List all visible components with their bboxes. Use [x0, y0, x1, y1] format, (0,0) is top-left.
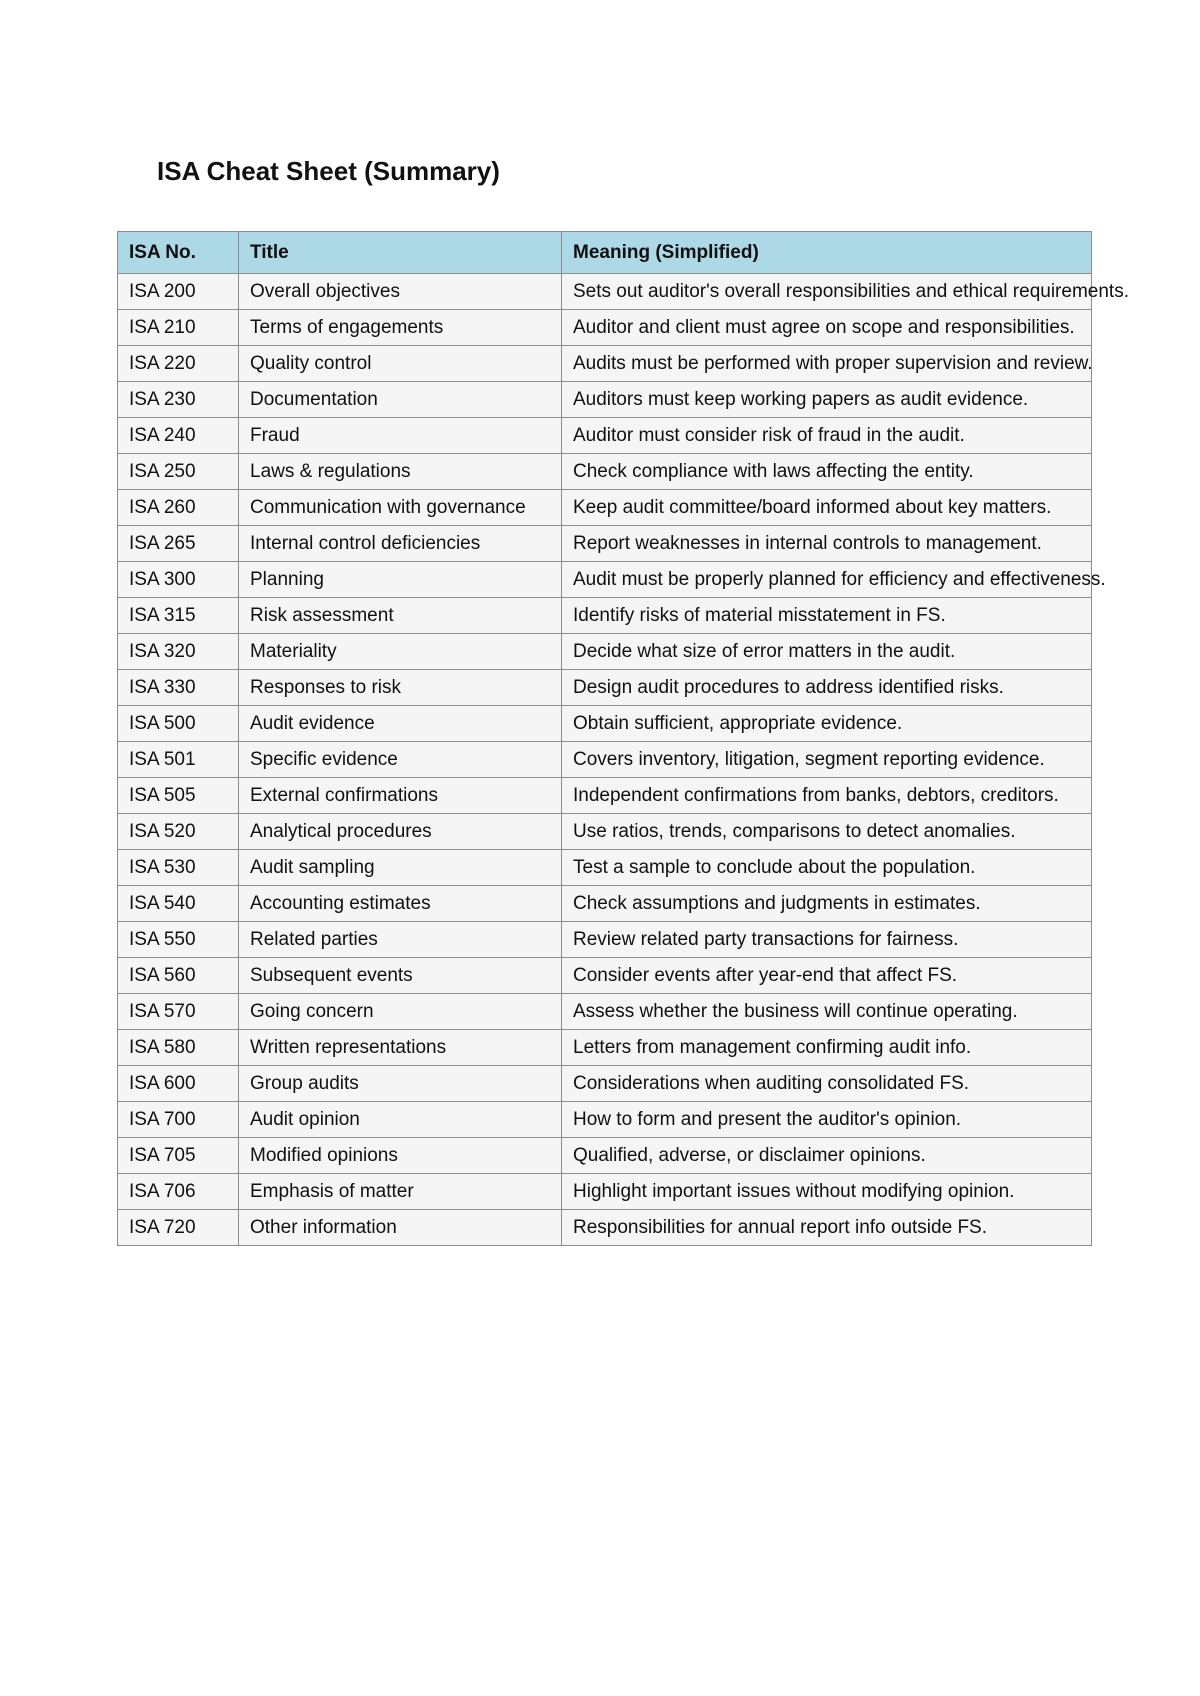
cell-isa-no: ISA 520 [118, 814, 239, 850]
cell-meaning: Check compliance with laws affecting the entity. [562, 454, 1092, 490]
cell-isa-no: ISA 501 [118, 742, 239, 778]
cell-title: Internal control deficiencies [239, 526, 562, 562]
cell-title: Group audits [239, 1066, 562, 1102]
cell-title: Risk assessment [239, 598, 562, 634]
cell-meaning: Letters from management confirming audit info. [562, 1030, 1092, 1066]
cell-isa-no: ISA 265 [118, 526, 239, 562]
cell-meaning: Independent confirmations from banks, debtors, creditors. [562, 778, 1092, 814]
table-row [118, 814, 1092, 850]
cell-isa-no: ISA 500 [118, 706, 239, 742]
cell-meaning: Audits must be performed with proper supervision and review. [562, 346, 1092, 382]
table-row [118, 274, 1092, 310]
cell-title: Audit evidence [239, 706, 562, 742]
cell-isa-no: ISA 530 [118, 850, 239, 886]
table-row [118, 1030, 1092, 1066]
isa-summary-table [117, 231, 1129, 1246]
cell-title: Accounting estimates [239, 886, 562, 922]
cell-isa-no: ISA 700 [118, 1102, 239, 1138]
table-row [118, 598, 1092, 634]
cell-isa-no: ISA 570 [118, 994, 239, 1030]
table-row [118, 706, 1092, 742]
cell-meaning: Auditor must consider risk of fraud in the audit. [562, 418, 1092, 454]
table-row [118, 490, 1092, 526]
table-row [118, 310, 1092, 346]
cell-isa-no: ISA 720 [118, 1210, 239, 1246]
cell-isa-no: ISA 220 [118, 346, 239, 382]
cell-meaning: Design audit procedures to address identified risks. [562, 670, 1092, 706]
cell-title: Emphasis of matter [239, 1174, 562, 1210]
cell-meaning: Considerations when auditing consolidated FS. [562, 1066, 1092, 1102]
table-row [118, 526, 1092, 562]
table-row [118, 418, 1092, 454]
table-row [118, 958, 1092, 994]
cell-meaning: Obtain sufficient, appropriate evidence. [562, 706, 1092, 742]
header-meaning: Meaning (Simplified) [562, 232, 1092, 274]
cell-isa-no: ISA 320 [118, 634, 239, 670]
cell-title: Modified opinions [239, 1138, 562, 1174]
table-row [118, 850, 1092, 886]
cell-title: Going concern [239, 994, 562, 1030]
cell-title: Documentation [239, 382, 562, 418]
cell-isa-no: ISA 200 [118, 274, 239, 310]
cell-title: Other information [239, 1210, 562, 1246]
cell-meaning: Auditor and client must agree on scope and responsibilities. [562, 310, 1092, 346]
cell-isa-no: ISA 315 [118, 598, 239, 634]
header-isa-no: ISA No. [118, 232, 239, 274]
cell-isa-no: ISA 706 [118, 1174, 239, 1210]
cell-meaning: Assess whether the business will continue operating. [562, 994, 1092, 1030]
table-row [118, 1138, 1092, 1174]
cell-isa-no: ISA 580 [118, 1030, 239, 1066]
table-row [118, 382, 1092, 418]
cell-title: Audit opinion [239, 1102, 562, 1138]
cell-meaning: Test a sample to conclude about the population. [562, 850, 1092, 886]
cell-meaning: Check assumptions and judgments in estimates. [562, 886, 1092, 922]
table-row [118, 1102, 1092, 1138]
cell-title: Overall objectives [239, 274, 562, 310]
cell-isa-no: ISA 300 [118, 562, 239, 598]
cell-meaning: Decide what size of error matters in the audit. [562, 634, 1092, 670]
cell-title: Related parties [239, 922, 562, 958]
page-title: ISA Cheat Sheet (Summary) [157, 156, 500, 186]
cell-title: Communication with governance [239, 490, 562, 526]
table-row [118, 922, 1092, 958]
table-row [118, 562, 1092, 598]
table-row [118, 886, 1092, 922]
cell-isa-no: ISA 505 [118, 778, 239, 814]
cell-isa-no: ISA 230 [118, 382, 239, 418]
table-row [118, 1174, 1092, 1210]
cell-title: Planning [239, 562, 562, 598]
cell-isa-no: ISA 250 [118, 454, 239, 490]
cell-isa-no: ISA 540 [118, 886, 239, 922]
cell-title: Fraud [239, 418, 562, 454]
cell-meaning: Report weaknesses in internal controls to management. [562, 526, 1092, 562]
cell-meaning: Responsibilities for annual report info outside FS. [562, 1210, 1092, 1246]
table-row [118, 778, 1092, 814]
table-row [118, 1066, 1092, 1102]
cell-isa-no: ISA 550 [118, 922, 239, 958]
table-body [118, 274, 1129, 1246]
table-row [118, 742, 1092, 778]
cell-meaning: Qualified, adverse, or disclaimer opinions. [562, 1138, 1092, 1174]
cell-meaning: Highlight important issues without modifying opinion. [562, 1174, 1092, 1210]
table-header-row [118, 232, 1092, 274]
cell-meaning: Keep audit committee/board informed about key matters. [562, 490, 1092, 526]
table-row [118, 634, 1092, 670]
table-row [118, 1210, 1092, 1246]
cell-meaning: Identify risks of material misstatement in FS. [562, 598, 1092, 634]
cell-title: Analytical procedures [239, 814, 562, 850]
table-row [118, 346, 1092, 382]
header-title: Title [239, 232, 562, 274]
cell-title: Written representations [239, 1030, 562, 1066]
cell-isa-no: ISA 560 [118, 958, 239, 994]
cell-title: Specific evidence [239, 742, 562, 778]
cell-meaning: Audit must be properly planned for efficiency and effectiveness. [562, 562, 1092, 598]
cell-meaning: Sets out auditor's overall responsibilities and ethical requirements. [562, 274, 1092, 310]
cell-meaning: Covers inventory, litigation, segment reporting evidence. [562, 742, 1092, 778]
cell-isa-no: ISA 260 [118, 490, 239, 526]
cell-title: Audit sampling [239, 850, 562, 886]
cell-isa-no: ISA 600 [118, 1066, 239, 1102]
cell-title: Subsequent events [239, 958, 562, 994]
cell-isa-no: ISA 210 [118, 310, 239, 346]
cell-title: Terms of engagements [239, 310, 562, 346]
cell-title: External confirmations [239, 778, 562, 814]
table-row [118, 670, 1092, 706]
table-row [118, 454, 1092, 490]
cell-meaning: Auditors must keep working papers as audit evidence. [562, 382, 1092, 418]
cell-meaning: How to form and present the auditor's opinion. [562, 1102, 1092, 1138]
cell-isa-no: ISA 240 [118, 418, 239, 454]
table-row [118, 994, 1092, 1030]
cell-title: Responses to risk [239, 670, 562, 706]
cell-meaning: Consider events after year-end that affect FS. [562, 958, 1092, 994]
cell-meaning: Review related party transactions for fairness. [562, 922, 1092, 958]
cell-title: Quality control [239, 346, 562, 382]
cell-isa-no: ISA 705 [118, 1138, 239, 1174]
cell-isa-no: ISA 330 [118, 670, 239, 706]
cell-meaning: Use ratios, trends, comparisons to detect anomalies. [562, 814, 1092, 850]
cell-title: Materiality [239, 634, 562, 670]
cell-title: Laws & regulations [239, 454, 562, 490]
